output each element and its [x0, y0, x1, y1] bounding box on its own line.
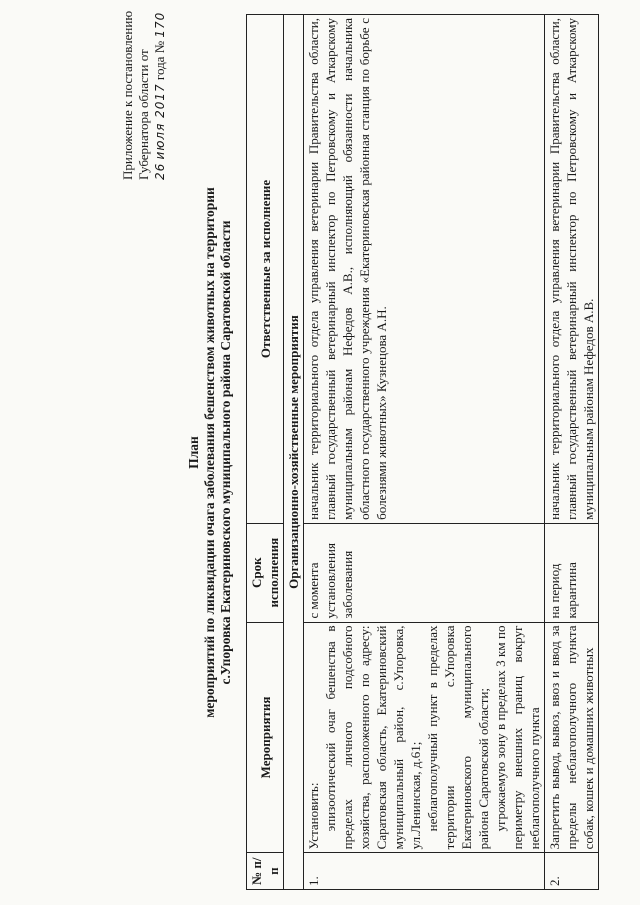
appendix-day: 26: [153, 162, 167, 180]
row-2-deadline: на период карантина: [545, 523, 599, 622]
appendix-note: [120, 11, 168, 180]
header-num: № п/п: [247, 853, 284, 890]
row-2-num: 2.: [545, 853, 599, 890]
row-1-measures: [304, 622, 545, 853]
appendix-line-1: Приложение к постановлению: [120, 10, 135, 180]
table-row: [304, 15, 545, 890]
plan-table: [246, 14, 599, 890]
table-row: [545, 15, 599, 890]
row-1-measure-p1: эпизоотический очаг бешенства в пределах личного подсобного хозяйства, расположенного по адресу: Саратовская область, Екатериновский муниципальный район, с.Упоровка, ул.Ленинская, д.61;: [323, 625, 423, 850]
header-responsible: Ответственные за исполнение: [247, 15, 284, 524]
title-line-2: мероприятий по ликвидации очага заболевания бешенством животных на территории: [202, 187, 217, 718]
row-1-measure-title: Установить:: [306, 782, 321, 850]
section-row: [284, 15, 304, 890]
title-line-1: План: [186, 436, 201, 469]
row-2-measures: Запретить вывод, вывоз, ввоз и ввод за пределы неблагополучного пункта собак, кошек и домашних животных: [545, 622, 599, 853]
appendix-line-2: Губернатора области от: [136, 49, 151, 180]
row-2-responsible: начальник территориального отдела управления ветеринарии Правительства области, главный государственный ветеринарный инспектор по Петровскому и Аткарскому муниципальным районам Нефедов А.В.: [545, 15, 599, 524]
section-title: Организационно-хозяйственные мероприятия: [284, 15, 304, 890]
appendix-mid: года №: [152, 40, 167, 81]
header-deadline: Срок исполнения: [247, 523, 284, 622]
row-1-responsible: начальник территориального отдела управления ветеринарии Правительства области, главный государственный ветеринарный инспектор по Петровскому и Аткарскому муниципальным районам Нефедов А.В., исполняющий обязанности начальника областного государственного учреждения «Екатериновская районная станция по борьбе с болезнями животных» Кузнецова А.Н.: [304, 15, 545, 524]
header-measures: Мероприятия: [247, 622, 284, 853]
document-title: [186, 0, 234, 905]
title-line-3: с.Упоровка Екатериновского муниципального района Саратовской области: [218, 220, 233, 685]
row-1-measure-p2: неблагополучный пункт в пределах территории с.Упоровка Екатериновского муниципального района Саратовской области;: [425, 625, 491, 850]
row-1-deadline: с момента установления заболевания: [304, 523, 545, 622]
appendix-number: 170: [153, 11, 167, 38]
row-1-measure-p3: угрожаемую зону в пределах 3 км по периметру внешних границ вокруг неблагополучного пункта: [493, 625, 542, 850]
appendix-line-3: [152, 11, 168, 180]
appendix-month-year: июля 2017: [153, 83, 167, 160]
table-header-row: [247, 15, 284, 890]
row-1-num: 1.: [304, 853, 545, 890]
